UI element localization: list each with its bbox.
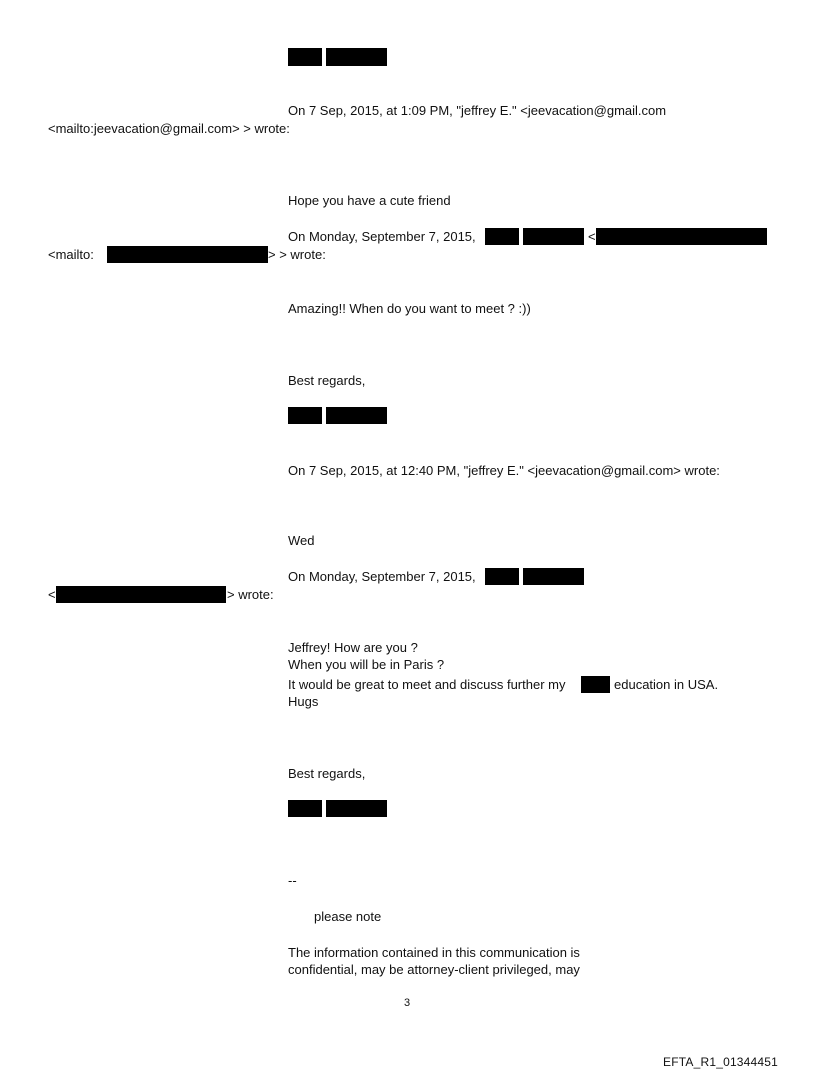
disclaimer-text: The information contained in this communication is <box>288 945 580 960</box>
message-text: Wed <box>288 533 315 548</box>
redaction-block <box>326 800 387 817</box>
signature-text: Best regards, <box>288 766 366 781</box>
quote-header-line: On 7 Sep, 2015, at 12:40 PM, "jeffrey E." <jeevacation@gmail.com> wrote: <box>288 463 720 478</box>
quote-header-line: <mailto: <box>48 247 94 262</box>
redaction-block <box>326 48 387 66</box>
quote-header-line: < <box>588 229 596 244</box>
signature-separator: -- <box>288 873 297 888</box>
redaction-block <box>107 246 268 263</box>
redaction-block <box>288 800 322 817</box>
message-text: Hope you have a cute friend <box>288 193 451 208</box>
redaction-block <box>288 407 322 424</box>
redaction-block <box>485 568 519 585</box>
message-text: Hugs <box>288 694 319 709</box>
message-text: education in USA. <box>614 677 719 692</box>
redaction-block <box>523 568 584 585</box>
signature-text: Best regards, <box>288 373 366 388</box>
footer-note: please note <box>314 909 382 924</box>
message-text: Amazing!! When do you want to meet ? :)) <box>288 301 531 316</box>
redaction-block <box>326 407 387 424</box>
document-id: EFTA_R1_01344451 <box>663 1055 779 1069</box>
message-text: When you will be in Paris ? <box>288 657 445 672</box>
redaction-block <box>288 48 322 66</box>
message-text: It would be great to meet and discuss further my <box>288 677 566 692</box>
redaction-block <box>56 586 226 603</box>
disclaimer-text: confidential, may be attorney-client privileged, may <box>288 962 580 977</box>
message-text: Jeffrey! How are you ? <box>288 640 418 655</box>
quote-header-line: <mailto:jeevacation@gmail.com> > wrote: <box>48 121 290 136</box>
page-number: 3 <box>404 997 411 1009</box>
quote-header-line: > wrote: <box>227 587 274 602</box>
quote-header-line: On Monday, September 7, 2015, <box>288 229 476 244</box>
redaction-block <box>581 676 610 693</box>
quote-header-line: On 7 Sep, 2015, at 1:09 PM, "jeffrey E." <jeevacation@gmail.com <box>288 103 667 118</box>
redaction-block <box>523 228 584 245</box>
redaction-block <box>485 228 519 245</box>
quote-header-line: < <box>48 587 56 602</box>
quote-header-line: On Monday, September 7, 2015, <box>288 569 476 584</box>
redaction-block <box>596 228 767 245</box>
quote-header-line: > > wrote: <box>268 247 326 262</box>
